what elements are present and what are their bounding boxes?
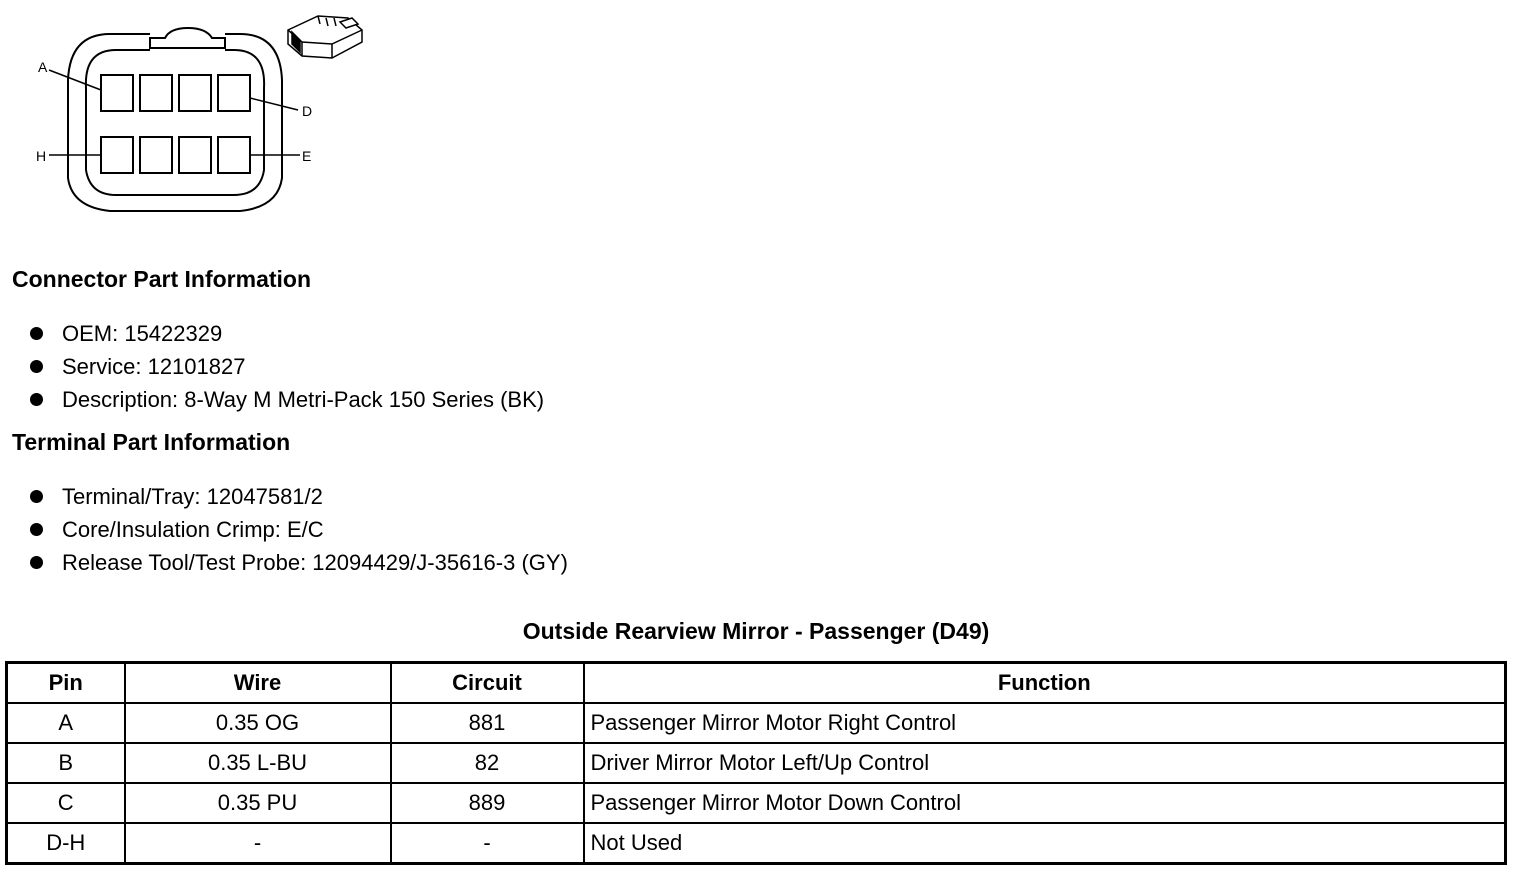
connector-housing-outer <box>68 34 282 211</box>
list-item-text: Service: 12101827 <box>62 354 246 379</box>
cell-pin: D-H <box>7 823 125 864</box>
list-item <box>30 317 544 350</box>
table-row <box>7 703 1506 743</box>
cell-wire: 0.35 L-BU <box>125 743 391 783</box>
list-item <box>30 480 568 513</box>
cell-pin: C <box>7 783 125 823</box>
cell-function: Driver Mirror Motor Left/Up Control <box>584 743 1506 783</box>
cell-circuit: 889 <box>391 783 584 823</box>
pin-cavity-e <box>218 137 250 173</box>
list-item-text: Core/Insulation Crimp: E/C <box>62 517 324 542</box>
table-header-row <box>7 663 1506 704</box>
bullet-icon <box>30 360 43 373</box>
pin-cavity-d <box>218 75 250 111</box>
pin-cavity-b <box>140 75 172 111</box>
list-item-text: Release Tool/Test Probe: 12094429/J-35616-3 (GY) <box>62 550 568 575</box>
connector-info-heading: Connector Part Information <box>12 266 312 292</box>
pinout-table <box>5 661 1507 865</box>
connector-info-list <box>30 317 544 416</box>
pin-cavity-c <box>179 75 211 111</box>
table-row <box>7 783 1506 823</box>
cell-wire: - <box>125 823 391 864</box>
cell-pin: A <box>7 703 125 743</box>
terminal-info-list <box>30 480 568 579</box>
table-row <box>7 743 1506 783</box>
connector-isometric-icon <box>288 16 362 58</box>
terminal-info-heading: Terminal Part Information <box>12 429 291 455</box>
leader-line-d <box>250 98 298 110</box>
cell-function: Passenger Mirror Motor Down Control <box>584 783 1506 823</box>
list-item-text: Description: 8-Way M Metri-Pack 150 Series (BK) <box>62 387 545 412</box>
column-header-wire: Wire <box>125 663 391 704</box>
table-row <box>7 823 1506 864</box>
cell-wire: 0.35 PU <box>125 783 391 823</box>
pin-cavity-a <box>101 75 133 111</box>
pin-label-e: E <box>302 148 312 164</box>
leader-line-a <box>49 70 101 90</box>
column-header-pin: Pin <box>7 663 125 704</box>
bullet-icon <box>30 556 43 569</box>
cell-circuit: - <box>391 823 584 864</box>
pin-cavity-h <box>101 137 133 173</box>
list-item-text: Terminal/Tray: 12047581/2 <box>62 484 323 509</box>
cell-circuit: 82 <box>391 743 584 783</box>
connector-diagram <box>0 0 380 230</box>
bullet-icon <box>30 327 43 340</box>
pin-cavity-f <box>179 137 211 173</box>
cell-function: Not Used <box>584 823 1506 864</box>
list-item <box>30 350 544 383</box>
pin-label-a: A <box>38 59 48 75</box>
column-header-circuit: Circuit <box>391 663 584 704</box>
cell-circuit: 881 <box>391 703 584 743</box>
cell-pin: B <box>7 743 125 783</box>
cell-function: Passenger Mirror Motor Right Control <box>584 703 1506 743</box>
column-header-function: Function <box>584 663 1506 704</box>
pin-label-d: D <box>302 103 313 119</box>
list-item-text: OEM: 15422329 <box>62 321 223 346</box>
table-title: Outside Rearview Mirror - Passenger (D49) <box>522 618 990 644</box>
cell-wire: 0.35 OG <box>125 703 391 743</box>
bullet-icon <box>30 523 43 536</box>
pin-label-h: H <box>36 148 47 164</box>
pin-cavity-g <box>140 137 172 173</box>
bullet-icon <box>30 490 43 503</box>
list-item <box>30 546 568 579</box>
bullet-icon <box>30 393 43 406</box>
connector-latch <box>150 28 225 48</box>
list-item <box>30 513 568 546</box>
list-item <box>30 383 544 416</box>
